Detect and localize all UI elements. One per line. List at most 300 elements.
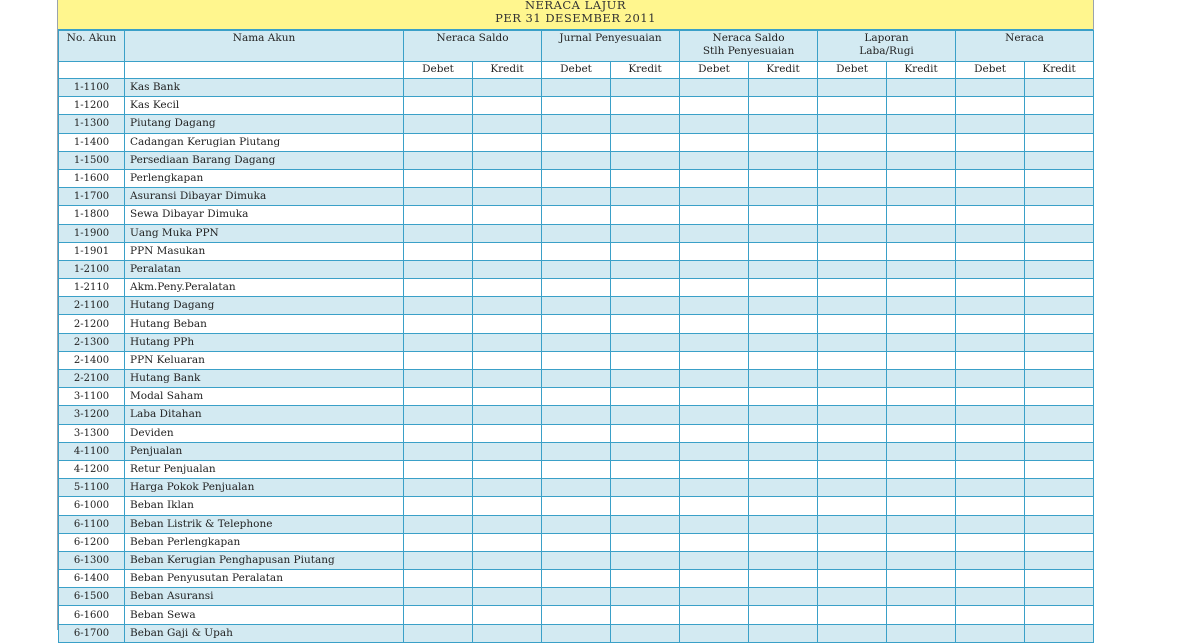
account-code[interactable]: 1-1500 <box>59 151 125 169</box>
account-code[interactable]: 6-1000 <box>59 497 125 515</box>
amount-cell-debet[interactable] <box>956 624 1025 642</box>
amount-cell-debet[interactable] <box>542 479 611 497</box>
amount-cell-debet[interactable] <box>956 497 1025 515</box>
account-name[interactable]: Asuransi Dibayar Dimuka <box>125 188 404 206</box>
amount-cell-debet[interactable] <box>542 624 611 642</box>
amount-cell-debet[interactable] <box>818 97 887 115</box>
amount-cell-kredit[interactable] <box>887 570 956 588</box>
amount-cell-kredit[interactable] <box>1025 460 1094 478</box>
amount-cell-kredit[interactable] <box>473 97 542 115</box>
amount-cell-kredit[interactable] <box>1025 406 1094 424</box>
amount-cell-kredit[interactable] <box>749 370 818 388</box>
amount-cell-debet[interactable] <box>956 206 1025 224</box>
amount-cell-kredit[interactable] <box>473 169 542 187</box>
amount-cell-kredit[interactable] <box>749 624 818 642</box>
amount-cell-debet[interactable] <box>956 279 1025 297</box>
amount-cell-debet[interactable] <box>956 224 1025 242</box>
amount-cell-kredit[interactable] <box>1025 515 1094 533</box>
amount-cell-debet[interactable] <box>680 133 749 151</box>
amount-cell-kredit[interactable] <box>1025 151 1094 169</box>
amount-cell-kredit[interactable] <box>749 442 818 460</box>
amount-cell-debet[interactable] <box>542 79 611 97</box>
account-code[interactable]: 2-1200 <box>59 315 125 333</box>
account-name[interactable]: Kas Bank <box>125 79 404 97</box>
amount-cell-kredit[interactable] <box>611 133 680 151</box>
amount-cell-debet[interactable] <box>818 260 887 278</box>
amount-cell-debet[interactable] <box>542 588 611 606</box>
amount-cell-kredit[interactable] <box>1025 315 1094 333</box>
amount-cell-kredit[interactable] <box>611 260 680 278</box>
amount-cell-debet[interactable] <box>542 242 611 260</box>
amount-cell-debet[interactable] <box>818 79 887 97</box>
amount-cell-debet[interactable] <box>542 497 611 515</box>
amount-cell-debet[interactable] <box>542 133 611 151</box>
account-code[interactable]: 1-1800 <box>59 206 125 224</box>
amount-cell-kredit[interactable] <box>473 388 542 406</box>
account-name[interactable]: Beban Iklan <box>125 497 404 515</box>
amount-cell-debet[interactable] <box>956 79 1025 97</box>
amount-cell-kredit[interactable] <box>887 406 956 424</box>
account-code[interactable]: 2-1100 <box>59 297 125 315</box>
amount-cell-debet[interactable] <box>680 388 749 406</box>
amount-cell-debet[interactable] <box>404 297 473 315</box>
amount-cell-debet[interactable] <box>542 333 611 351</box>
account-code[interactable]: 3-1300 <box>59 424 125 442</box>
amount-cell-kredit[interactable] <box>473 133 542 151</box>
amount-cell-debet[interactable] <box>404 333 473 351</box>
amount-cell-kredit[interactable] <box>611 297 680 315</box>
amount-cell-kredit[interactable] <box>749 606 818 624</box>
amount-cell-debet[interactable] <box>404 315 473 333</box>
amount-cell-debet[interactable] <box>956 515 1025 533</box>
amount-cell-debet[interactable] <box>680 315 749 333</box>
amount-cell-debet[interactable] <box>680 260 749 278</box>
amount-cell-kredit[interactable] <box>887 97 956 115</box>
amount-cell-debet[interactable] <box>542 424 611 442</box>
amount-cell-debet[interactable] <box>956 460 1025 478</box>
amount-cell-debet[interactable] <box>404 224 473 242</box>
amount-cell-kredit[interactable] <box>1025 242 1094 260</box>
amount-cell-debet[interactable] <box>818 479 887 497</box>
amount-cell-debet[interactable] <box>818 497 887 515</box>
amount-cell-debet[interactable] <box>542 388 611 406</box>
amount-cell-kredit[interactable] <box>749 460 818 478</box>
amount-cell-debet[interactable] <box>542 551 611 569</box>
amount-cell-kredit[interactable] <box>887 297 956 315</box>
amount-cell-debet[interactable] <box>680 188 749 206</box>
amount-cell-debet[interactable] <box>404 97 473 115</box>
amount-cell-kredit[interactable] <box>887 497 956 515</box>
amount-cell-debet[interactable] <box>956 551 1025 569</box>
amount-cell-kredit[interactable] <box>749 169 818 187</box>
amount-cell-debet[interactable] <box>542 370 611 388</box>
amount-cell-kredit[interactable] <box>887 79 956 97</box>
amount-cell-kredit[interactable] <box>1025 588 1094 606</box>
amount-cell-kredit[interactable] <box>1025 497 1094 515</box>
amount-cell-kredit[interactable] <box>611 570 680 588</box>
amount-cell-debet[interactable] <box>956 151 1025 169</box>
amount-cell-kredit[interactable] <box>473 533 542 551</box>
amount-cell-kredit[interactable] <box>473 460 542 478</box>
amount-cell-kredit[interactable] <box>473 479 542 497</box>
amount-cell-kredit[interactable] <box>611 169 680 187</box>
amount-cell-kredit[interactable] <box>1025 388 1094 406</box>
amount-cell-debet[interactable] <box>956 242 1025 260</box>
amount-cell-debet[interactable] <box>956 370 1025 388</box>
amount-cell-kredit[interactable] <box>1025 279 1094 297</box>
amount-cell-kredit[interactable] <box>887 624 956 642</box>
amount-cell-kredit[interactable] <box>611 188 680 206</box>
amount-cell-debet[interactable] <box>818 606 887 624</box>
account-name[interactable]: Laba Ditahan <box>125 406 404 424</box>
account-code[interactable]: 1-1900 <box>59 224 125 242</box>
amount-cell-debet[interactable] <box>680 624 749 642</box>
account-code[interactable]: 1-1700 <box>59 188 125 206</box>
amount-cell-debet[interactable] <box>542 515 611 533</box>
account-code[interactable]: 1-1600 <box>59 169 125 187</box>
amount-cell-kredit[interactable] <box>611 151 680 169</box>
amount-cell-debet[interactable] <box>956 479 1025 497</box>
account-code[interactable]: 6-1400 <box>59 570 125 588</box>
amount-cell-debet[interactable] <box>680 97 749 115</box>
amount-cell-debet[interactable] <box>818 570 887 588</box>
account-name[interactable]: Hutang Bank <box>125 370 404 388</box>
amount-cell-kredit[interactable] <box>473 79 542 97</box>
account-name[interactable]: Beban Penyusutan Peralatan <box>125 570 404 588</box>
amount-cell-debet[interactable] <box>680 169 749 187</box>
account-code[interactable]: 2-2100 <box>59 370 125 388</box>
amount-cell-debet[interactable] <box>818 333 887 351</box>
amount-cell-kredit[interactable] <box>749 333 818 351</box>
account-name[interactable]: Penjualan <box>125 442 404 460</box>
amount-cell-kredit[interactable] <box>887 260 956 278</box>
amount-cell-debet[interactable] <box>404 533 473 551</box>
amount-cell-kredit[interactable] <box>887 115 956 133</box>
account-name[interactable]: Cadangan Kerugian Piutang <box>125 133 404 151</box>
amount-cell-kredit[interactable] <box>473 333 542 351</box>
amount-cell-debet[interactable] <box>956 388 1025 406</box>
amount-cell-debet[interactable] <box>542 151 611 169</box>
amount-cell-debet[interactable] <box>680 333 749 351</box>
amount-cell-kredit[interactable] <box>1025 442 1094 460</box>
amount-cell-kredit[interactable] <box>887 588 956 606</box>
amount-cell-debet[interactable] <box>542 351 611 369</box>
amount-cell-kredit[interactable] <box>1025 624 1094 642</box>
amount-cell-debet[interactable] <box>818 151 887 169</box>
account-code[interactable]: 3-1200 <box>59 406 125 424</box>
amount-cell-kredit[interactable] <box>887 551 956 569</box>
amount-cell-debet[interactable] <box>818 515 887 533</box>
amount-cell-debet[interactable] <box>404 442 473 460</box>
amount-cell-kredit[interactable] <box>887 242 956 260</box>
account-code[interactable]: 1-1100 <box>59 79 125 97</box>
amount-cell-kredit[interactable] <box>749 351 818 369</box>
account-code[interactable]: 3-1100 <box>59 388 125 406</box>
amount-cell-debet[interactable] <box>680 479 749 497</box>
account-name[interactable]: Beban Kerugian Penghapusan Piutang <box>125 551 404 569</box>
amount-cell-debet[interactable] <box>404 588 473 606</box>
amount-cell-debet[interactable] <box>404 79 473 97</box>
amount-cell-debet[interactable] <box>542 315 611 333</box>
amount-cell-kredit[interactable] <box>749 424 818 442</box>
amount-cell-debet[interactable] <box>404 479 473 497</box>
amount-cell-kredit[interactable] <box>611 333 680 351</box>
amount-cell-debet[interactable] <box>542 279 611 297</box>
amount-cell-kredit[interactable] <box>473 151 542 169</box>
account-name[interactable]: Beban Gaji & Upah <box>125 624 404 642</box>
amount-cell-debet[interactable] <box>818 315 887 333</box>
amount-cell-kredit[interactable] <box>749 133 818 151</box>
amount-cell-debet[interactable] <box>680 242 749 260</box>
amount-cell-kredit[interactable] <box>611 224 680 242</box>
amount-cell-debet[interactable] <box>404 242 473 260</box>
amount-cell-kredit[interactable] <box>887 333 956 351</box>
amount-cell-debet[interactable] <box>818 370 887 388</box>
account-code[interactable]: 1-1400 <box>59 133 125 151</box>
amount-cell-kredit[interactable] <box>611 479 680 497</box>
amount-cell-debet[interactable] <box>542 169 611 187</box>
amount-cell-kredit[interactable] <box>1025 115 1094 133</box>
amount-cell-debet[interactable] <box>956 188 1025 206</box>
amount-cell-kredit[interactable] <box>1025 188 1094 206</box>
amount-cell-kredit[interactable] <box>749 551 818 569</box>
account-name[interactable]: Piutang Dagang <box>125 115 404 133</box>
account-name[interactable]: Deviden <box>125 424 404 442</box>
amount-cell-debet[interactable] <box>680 497 749 515</box>
amount-cell-debet[interactable] <box>542 206 611 224</box>
amount-cell-kredit[interactable] <box>611 533 680 551</box>
amount-cell-kredit[interactable] <box>1025 224 1094 242</box>
account-name[interactable]: Persediaan Barang Dagang <box>125 151 404 169</box>
amount-cell-kredit[interactable] <box>1025 370 1094 388</box>
amount-cell-kredit[interactable] <box>1025 133 1094 151</box>
amount-cell-kredit[interactable] <box>887 479 956 497</box>
amount-cell-kredit[interactable] <box>1025 206 1094 224</box>
amount-cell-kredit[interactable] <box>1025 260 1094 278</box>
amount-cell-kredit[interactable] <box>611 315 680 333</box>
amount-cell-kredit[interactable] <box>749 315 818 333</box>
amount-cell-kredit[interactable] <box>611 388 680 406</box>
amount-cell-kredit[interactable] <box>473 515 542 533</box>
amount-cell-debet[interactable] <box>680 551 749 569</box>
amount-cell-kredit[interactable] <box>473 624 542 642</box>
account-code[interactable]: 2-1300 <box>59 333 125 351</box>
amount-cell-debet[interactable] <box>956 533 1025 551</box>
amount-cell-debet[interactable] <box>542 260 611 278</box>
amount-cell-kredit[interactable] <box>749 279 818 297</box>
account-code[interactable]: 6-1200 <box>59 533 125 551</box>
amount-cell-debet[interactable] <box>818 242 887 260</box>
amount-cell-debet[interactable] <box>680 351 749 369</box>
amount-cell-kredit[interactable] <box>749 406 818 424</box>
amount-cell-debet[interactable] <box>956 297 1025 315</box>
amount-cell-kredit[interactable] <box>749 570 818 588</box>
amount-cell-debet[interactable] <box>818 460 887 478</box>
account-name[interactable]: Beban Perlengkapan <box>125 533 404 551</box>
amount-cell-debet[interactable] <box>542 115 611 133</box>
amount-cell-kredit[interactable] <box>887 460 956 478</box>
amount-cell-debet[interactable] <box>680 370 749 388</box>
amount-cell-debet[interactable] <box>956 97 1025 115</box>
amount-cell-debet[interactable] <box>404 351 473 369</box>
amount-cell-debet[interactable] <box>680 588 749 606</box>
amount-cell-debet[interactable] <box>404 606 473 624</box>
account-name[interactable]: Akm.Peny.Peralatan <box>125 279 404 297</box>
amount-cell-debet[interactable] <box>404 551 473 569</box>
amount-cell-debet[interactable] <box>404 570 473 588</box>
amount-cell-kredit[interactable] <box>611 206 680 224</box>
amount-cell-kredit[interactable] <box>1025 551 1094 569</box>
amount-cell-debet[interactable] <box>818 351 887 369</box>
amount-cell-debet[interactable] <box>404 406 473 424</box>
amount-cell-kredit[interactable] <box>887 315 956 333</box>
amount-cell-kredit[interactable] <box>473 279 542 297</box>
amount-cell-kredit[interactable] <box>749 479 818 497</box>
amount-cell-debet[interactable] <box>818 169 887 187</box>
amount-cell-debet[interactable] <box>404 279 473 297</box>
account-name[interactable]: Beban Listrik & Telephone <box>125 515 404 533</box>
amount-cell-debet[interactable] <box>680 406 749 424</box>
amount-cell-debet[interactable] <box>542 606 611 624</box>
amount-cell-kredit[interactable] <box>887 515 956 533</box>
amount-cell-kredit[interactable] <box>887 133 956 151</box>
amount-cell-kredit[interactable] <box>473 297 542 315</box>
amount-cell-debet[interactable] <box>956 351 1025 369</box>
account-code[interactable]: 6-1500 <box>59 588 125 606</box>
account-code[interactable]: 1-2110 <box>59 279 125 297</box>
account-name[interactable]: Hutang PPh <box>125 333 404 351</box>
amount-cell-kredit[interactable] <box>749 515 818 533</box>
amount-cell-kredit[interactable] <box>887 424 956 442</box>
account-code[interactable]: 2-1400 <box>59 351 125 369</box>
amount-cell-kredit[interactable] <box>473 315 542 333</box>
amount-cell-kredit[interactable] <box>611 406 680 424</box>
amount-cell-kredit[interactable] <box>749 533 818 551</box>
amount-cell-kredit[interactable] <box>1025 570 1094 588</box>
amount-cell-debet[interactable] <box>542 97 611 115</box>
amount-cell-kredit[interactable] <box>887 388 956 406</box>
amount-cell-kredit[interactable] <box>473 570 542 588</box>
amount-cell-kredit[interactable] <box>749 151 818 169</box>
amount-cell-kredit[interactable] <box>473 606 542 624</box>
amount-cell-debet[interactable] <box>956 133 1025 151</box>
amount-cell-debet[interactable] <box>404 497 473 515</box>
amount-cell-debet[interactable] <box>680 151 749 169</box>
amount-cell-debet[interactable] <box>680 424 749 442</box>
amount-cell-debet[interactable] <box>404 206 473 224</box>
amount-cell-kredit[interactable] <box>1025 533 1094 551</box>
amount-cell-kredit[interactable] <box>749 97 818 115</box>
amount-cell-kredit[interactable] <box>611 370 680 388</box>
amount-cell-kredit[interactable] <box>887 533 956 551</box>
account-code[interactable]: 4-1100 <box>59 442 125 460</box>
amount-cell-kredit[interactable] <box>749 188 818 206</box>
amount-cell-kredit[interactable] <box>887 151 956 169</box>
account-name[interactable]: Sewa Dibayar Dimuka <box>125 206 404 224</box>
amount-cell-debet[interactable] <box>680 279 749 297</box>
amount-cell-kredit[interactable] <box>473 242 542 260</box>
amount-cell-debet[interactable] <box>404 169 473 187</box>
amount-cell-debet[interactable] <box>818 588 887 606</box>
amount-cell-kredit[interactable] <box>749 297 818 315</box>
amount-cell-kredit[interactable] <box>611 279 680 297</box>
amount-cell-debet[interactable] <box>818 188 887 206</box>
amount-cell-kredit[interactable] <box>473 588 542 606</box>
account-name[interactable]: Modal Saham <box>125 388 404 406</box>
amount-cell-debet[interactable] <box>956 333 1025 351</box>
amount-cell-debet[interactable] <box>680 606 749 624</box>
account-code[interactable]: 6-1600 <box>59 606 125 624</box>
amount-cell-kredit[interactable] <box>611 97 680 115</box>
amount-cell-kredit[interactable] <box>473 551 542 569</box>
amount-cell-debet[interactable] <box>818 406 887 424</box>
account-code[interactable]: 6-1700 <box>59 624 125 642</box>
amount-cell-debet[interactable] <box>818 533 887 551</box>
amount-cell-kredit[interactable] <box>887 351 956 369</box>
amount-cell-debet[interactable] <box>404 370 473 388</box>
amount-cell-debet[interactable] <box>404 115 473 133</box>
amount-cell-debet[interactable] <box>542 460 611 478</box>
account-name[interactable]: Uang Muka PPN <box>125 224 404 242</box>
amount-cell-kredit[interactable] <box>473 497 542 515</box>
amount-cell-debet[interactable] <box>542 442 611 460</box>
amount-cell-kredit[interactable] <box>611 424 680 442</box>
amount-cell-debet[interactable] <box>680 460 749 478</box>
amount-cell-kredit[interactable] <box>1025 479 1094 497</box>
amount-cell-kredit[interactable] <box>611 115 680 133</box>
amount-cell-kredit[interactable] <box>473 351 542 369</box>
amount-cell-debet[interactable] <box>956 406 1025 424</box>
amount-cell-debet[interactable] <box>818 224 887 242</box>
amount-cell-kredit[interactable] <box>473 260 542 278</box>
amount-cell-debet[interactable] <box>680 515 749 533</box>
amount-cell-debet[interactable] <box>956 588 1025 606</box>
amount-cell-kredit[interactable] <box>887 606 956 624</box>
amount-cell-kredit[interactable] <box>749 224 818 242</box>
amount-cell-kredit[interactable] <box>1025 97 1094 115</box>
amount-cell-debet[interactable] <box>404 151 473 169</box>
amount-cell-debet[interactable] <box>818 115 887 133</box>
amount-cell-kredit[interactable] <box>887 169 956 187</box>
amount-cell-kredit[interactable] <box>611 79 680 97</box>
amount-cell-debet[interactable] <box>404 133 473 151</box>
amount-cell-debet[interactable] <box>680 79 749 97</box>
amount-cell-kredit[interactable] <box>1025 169 1094 187</box>
amount-cell-kredit[interactable] <box>611 624 680 642</box>
amount-cell-debet[interactable] <box>818 206 887 224</box>
amount-cell-debet[interactable] <box>680 533 749 551</box>
amount-cell-kredit[interactable] <box>1025 424 1094 442</box>
account-name[interactable]: Hutang Dagang <box>125 297 404 315</box>
amount-cell-debet[interactable] <box>818 424 887 442</box>
account-name[interactable]: Kas Kecil <box>125 97 404 115</box>
amount-cell-debet[interactable] <box>680 115 749 133</box>
amount-cell-debet[interactable] <box>404 515 473 533</box>
amount-cell-debet[interactable] <box>818 388 887 406</box>
account-name[interactable]: Perlengkapan <box>125 169 404 187</box>
amount-cell-debet[interactable] <box>680 206 749 224</box>
account-code[interactable]: 6-1100 <box>59 515 125 533</box>
amount-cell-kredit[interactable] <box>611 442 680 460</box>
amount-cell-kredit[interactable] <box>1025 297 1094 315</box>
amount-cell-kredit[interactable] <box>887 279 956 297</box>
amount-cell-kredit[interactable] <box>473 406 542 424</box>
account-code[interactable]: 1-1200 <box>59 97 125 115</box>
amount-cell-debet[interactable] <box>404 388 473 406</box>
amount-cell-kredit[interactable] <box>473 424 542 442</box>
account-name[interactable]: Hutang Beban <box>125 315 404 333</box>
account-code[interactable]: 6-1300 <box>59 551 125 569</box>
